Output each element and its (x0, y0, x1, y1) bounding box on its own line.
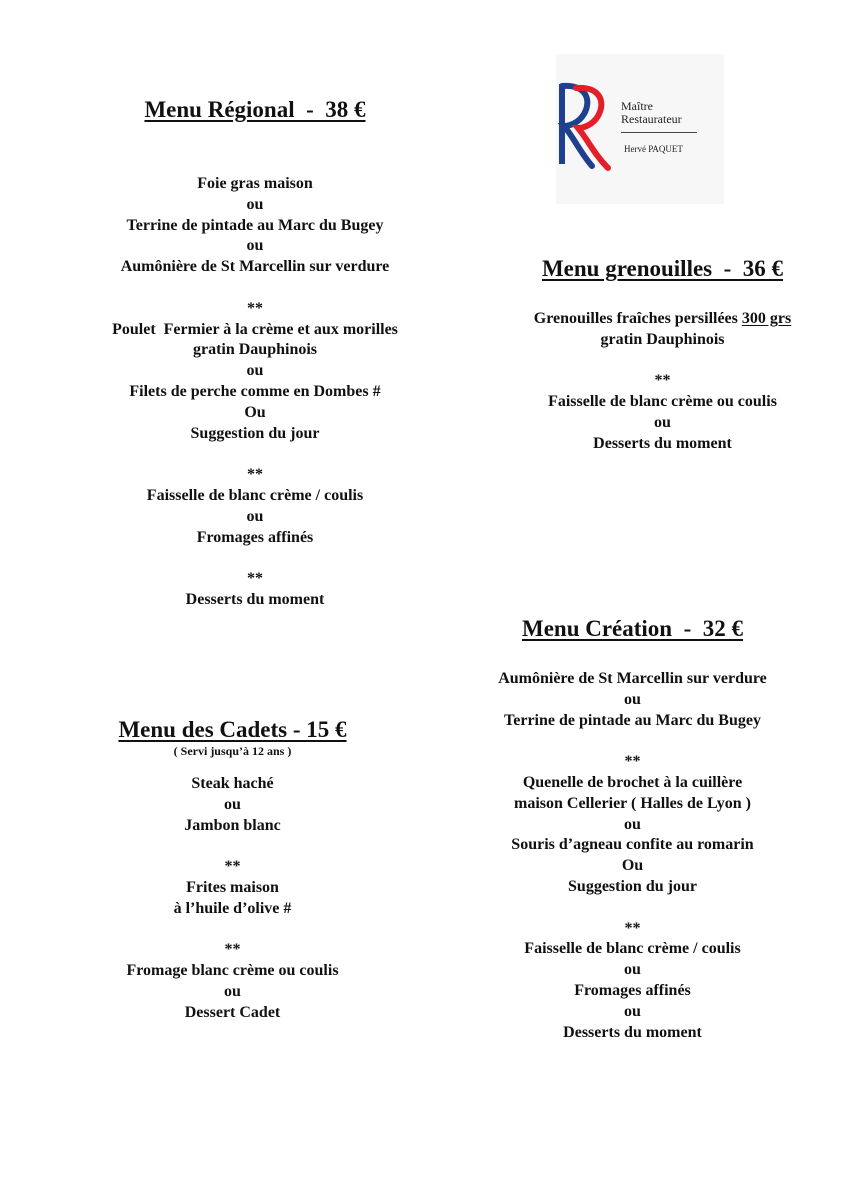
menu-separator-ou: ou (246, 237, 264, 255)
course-separator: ** (247, 466, 263, 484)
menu-separator-ou: ou (624, 815, 641, 833)
menu-item: Faisselle de blanc crème / coulis (146, 486, 364, 504)
menu-separator-ou: ou (624, 690, 641, 708)
menu-separator-ou: ou (224, 795, 241, 813)
menu-separator-ou: ou (624, 1002, 641, 1020)
menu-item: Fromage blanc crème ou coulis (126, 962, 339, 980)
menu-item: Quenelle de brochet à la cuillère (522, 773, 743, 791)
menu-grenouilles-items (470, 309, 848, 455)
course-separator: ** (624, 919, 641, 937)
menu-separator-ou: ou (246, 362, 264, 380)
menu-item: Suggestion du jour (568, 877, 697, 895)
menu-grenouilles-title: Menu grenouilles - 36 € (541, 256, 784, 281)
menu-regional-items (60, 174, 450, 611)
menu-item: Desserts du moment (593, 434, 732, 452)
menu-cadets-title: Menu des Cadets - 15 € (118, 717, 347, 742)
menu-item: gratin Dauphinois (600, 330, 725, 348)
course-separator: ** (247, 570, 263, 588)
menu-cadets-subtitle: ( Servi jusqu’à 12 ans ) (173, 744, 292, 758)
logo-owner-name: Hervé PAQUET (624, 144, 683, 154)
menu-separator-ou: ou (246, 195, 264, 213)
double-r-logo-icon (556, 80, 618, 172)
menu-item: Jambon blanc (184, 816, 281, 834)
menu-item (470, 309, 848, 330)
menu-item: Faisselle de blanc crème ou coulis (548, 393, 777, 411)
course-separator: ** (224, 858, 241, 876)
logo-divider (621, 132, 697, 133)
menu-item: Suggestion du jour (190, 424, 320, 442)
menu-cadets (60, 716, 405, 1024)
menu-item: maison Cellerier ( Halles de Lyon ) (513, 794, 751, 812)
menu-separator-ou: ou (224, 982, 241, 1000)
menu-item: Desserts du moment (185, 590, 325, 608)
menu-separator-ou: Ou (621, 857, 644, 875)
logo-line-maitre: Maître (621, 99, 653, 113)
menu-item: Terrine de pintade au Marc du Bugey (504, 711, 761, 729)
menu-item: Souris d’agneau confite au romarin (511, 836, 754, 854)
logo-title (621, 100, 682, 126)
menu-item: Aumônière de St Marcellin sur verdure (498, 670, 767, 687)
menu-separator-ou: ou (624, 961, 641, 979)
menu-item: Faisselle de blanc crème / coulis (524, 940, 741, 958)
course-separator: ** (654, 372, 671, 390)
menu-creation-title: Menu Création - 32 € (521, 616, 744, 641)
menu-item: à l’huile d’olive # (173, 899, 292, 917)
menu-item: Foie gras maison (197, 175, 313, 192)
menu-item: Frites maison (186, 878, 279, 896)
menu-item: Desserts du moment (563, 1023, 702, 1041)
course-separator: ** (624, 753, 641, 771)
menu-item-name: Grenouilles fraîches persillées (533, 310, 738, 327)
menu-separator-ou: ou (246, 507, 264, 525)
menu-separator-ou: ou (654, 413, 671, 431)
menu-grenouilles (470, 255, 848, 455)
menu-cadets-items (60, 774, 405, 1024)
portion-quantity: 300 grs (741, 310, 792, 327)
menu-regional (60, 96, 450, 611)
menu-creation-items (440, 669, 825, 1043)
menu-item: Aumônière de St Marcellin sur verdure (120, 258, 390, 276)
menu-item: gratin Dauphinois (192, 341, 318, 359)
menu-item: Dessert Cadet (184, 1003, 281, 1021)
menu-item: Terrine de pintade au Marc du Bugey (126, 216, 384, 234)
menu-separator-ou: Ou (244, 403, 266, 421)
menu-item: Fromages affinés (574, 981, 691, 999)
menu-item: Fromages affinés (196, 528, 314, 546)
maitre-restaurateur-logo (556, 54, 724, 204)
logo-line-restaurateur: Restaurateur (621, 112, 682, 126)
course-separator: ** (224, 941, 241, 959)
menu-item: Steak haché (191, 775, 274, 792)
menu-regional-title: Menu Régional - 38 € (144, 97, 366, 122)
course-separator: ** (247, 299, 263, 317)
menu-creation (440, 615, 825, 1043)
menu-item: Poulet Fermier à la crème et aux morilles (112, 320, 398, 338)
menu-item: Filets de perche comme en Dombes # (129, 382, 381, 400)
